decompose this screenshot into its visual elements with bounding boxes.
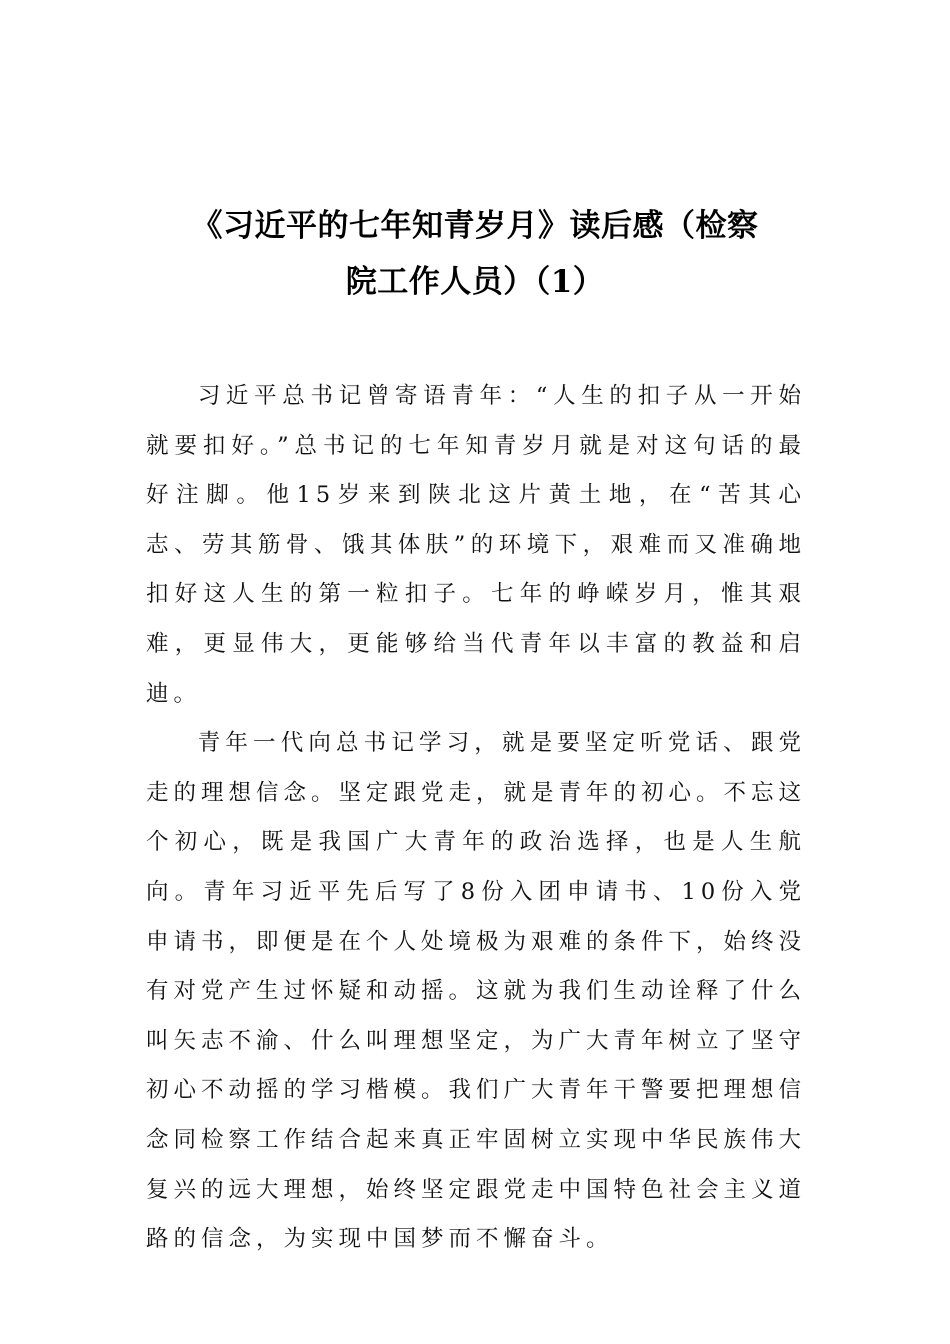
document-body (146, 372, 806, 1265)
title-line-1: 《习近平的七年知青岁月》读后感（检察 (191, 208, 759, 244)
title-line-2: 院工作人员）（1） (345, 264, 605, 300)
body-paragraph-2: 青年一代向总书记学习，就是要坚定听党话、跟党走的理想信念。坚定跟党走，就是青年的初心。不忘这个初心，既是我国广大青年的政治选择，也是人生航向。青年习近平先后写了8份入团申请书、10份入党申请书，即便是在个人处境极为艰难的条件下，始终没有对党产生过怀疑和动摇。这就为我们生动诠释了什么叫矢志不渝、什么叫理想坚定，为广大青年树立了坚守初心不动摇的学习楷模。我们广大青年干警要把理想信念同检察工作结合起来真正牢固树立实现中华民族伟大复兴的远大理想，始终坚定跟党走中国特色社会主义道路的信念，为实现中国梦而不懈奋斗。 (146, 730, 807, 1253)
body-paragraph-1: 习近平总书记曾寄语青年：“人生的扣子从一开始就要扣好。”总书记的七年知青岁月就是对这句话的最好注脚。他15岁来到陕北这片黄土地，在“苦其心志、劳其筋骨、饿其体肤”的环境下，艰难而又准确地扣好这人生的第一粒扣子。七年的峥嵘岁月，惟其艰难，更显伟大，更能够给当代青年以丰富的教益和启迪。 (146, 383, 806, 707)
document-title (140, 198, 810, 310)
